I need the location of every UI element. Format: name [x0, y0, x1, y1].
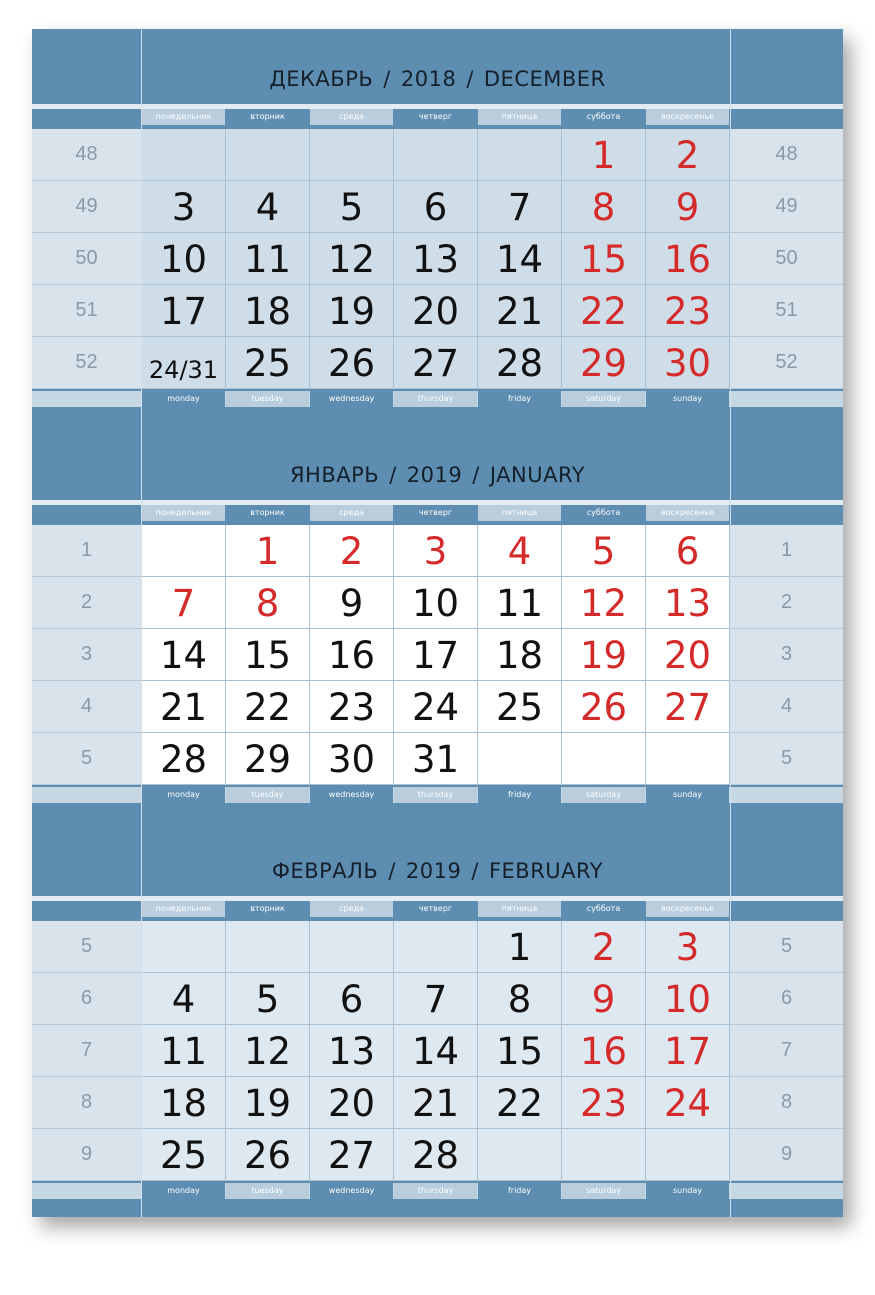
title-separator: /	[383, 67, 391, 91]
weekday-en-monday: monday	[142, 391, 225, 407]
weekday-ru-wednesday: среда	[310, 109, 393, 125]
weekday-ru-wednesday: среда	[310, 901, 393, 917]
day-cell: 23	[646, 285, 730, 337]
day-cell	[478, 1129, 562, 1181]
weekday-ru-monday: понедельник	[142, 505, 225, 521]
weekday-en-friday: friday	[478, 391, 561, 407]
day-cell: 16	[562, 1025, 646, 1077]
weekday-ru-monday: понедельник	[142, 901, 225, 917]
day-cell: 25	[226, 337, 310, 389]
weekday-header-ru	[32, 901, 843, 917]
week-number-right: 1	[730, 525, 843, 577]
day-cell: 17	[394, 629, 478, 681]
day-cell: 11	[478, 577, 562, 629]
day-cell: 6	[310, 973, 394, 1025]
day-cell	[478, 129, 562, 181]
weekday-en-tuesday: tuesday	[226, 391, 309, 407]
day-cell	[646, 1129, 730, 1181]
month-name-ru: ЯНВАРЬ	[289, 463, 380, 487]
day-cell: 21	[142, 681, 226, 733]
weekday-en-thursday: thursday	[394, 1183, 477, 1199]
weekday-ru-monday: понедельник	[142, 109, 225, 125]
day-cell: 11	[226, 233, 310, 285]
day-cell	[478, 733, 562, 785]
day-cell: 18	[142, 1077, 226, 1129]
day-cell: 20	[310, 1077, 394, 1129]
title-separator: /	[472, 463, 480, 487]
week-number-left: 5	[32, 921, 141, 973]
day-cell: 15	[562, 233, 646, 285]
week-number-right: 2	[730, 577, 843, 629]
day-cell: 20	[394, 285, 478, 337]
day-cell: 7	[394, 973, 478, 1025]
day-cell: 11	[142, 1025, 226, 1077]
weekday-en-sunday: sunday	[646, 391, 729, 407]
day-cell: 3	[394, 525, 478, 577]
weekday-en-wednesday: wednesday	[310, 1183, 393, 1199]
month-name-ru: ДЕКАБРЬ	[269, 67, 374, 91]
week-number-left: 2	[32, 577, 141, 629]
week-number-left: 8	[32, 1077, 141, 1129]
day-cell: 22	[562, 285, 646, 337]
day-cell: 4	[142, 973, 226, 1025]
day-cell: 15	[478, 1025, 562, 1077]
title-separator: /	[471, 859, 479, 883]
week-number-right: 9	[730, 1129, 843, 1181]
weekday-ru-saturday: суббота	[562, 505, 645, 521]
day-cell: 13	[310, 1025, 394, 1077]
weekday-footer-en	[32, 787, 843, 803]
day-number: 24/31	[148, 356, 219, 384]
day-cell	[142, 129, 226, 181]
week-number-right: 5	[730, 921, 843, 973]
week-number-right: 49	[730, 181, 843, 233]
month-grid	[32, 129, 843, 389]
day-cell: 27	[310, 1129, 394, 1181]
day-cell: 5	[310, 181, 394, 233]
weekday-ru-thursday: четверг	[394, 505, 477, 521]
day-cell: 26	[226, 1129, 310, 1181]
day-cell: 5	[562, 525, 646, 577]
day-cell: 19	[562, 629, 646, 681]
week-number-left: 9	[32, 1129, 141, 1181]
week-number-right: 5	[730, 733, 843, 785]
weekday-ru-saturday: суббота	[562, 109, 645, 125]
week-number-right: 50	[730, 233, 843, 285]
month-block	[32, 29, 843, 425]
week-number-right: 52	[730, 337, 843, 389]
week-number-left: 48	[32, 129, 141, 181]
day-cell: 22	[226, 681, 310, 733]
day-cell: 1	[478, 921, 562, 973]
week-number-right: 4	[730, 681, 843, 733]
day-cell	[310, 921, 394, 973]
day-cell: 19	[226, 1077, 310, 1129]
day-cell: 6	[646, 525, 730, 577]
day-cell: 7	[142, 577, 226, 629]
weekday-header-ru	[32, 505, 843, 521]
weekday-en-wednesday: wednesday	[310, 391, 393, 407]
title-separator: /	[389, 463, 397, 487]
column-divider	[141, 29, 142, 1217]
weekday-en-sunday: sunday	[646, 787, 729, 803]
day-cell: 25	[142, 1129, 226, 1181]
day-cell: 10	[394, 577, 478, 629]
day-cell: 1	[226, 525, 310, 577]
day-cell: 30	[646, 337, 730, 389]
title-separator: /	[388, 859, 396, 883]
day-cell: 26	[562, 681, 646, 733]
weekday-ru-thursday: четверг	[394, 109, 477, 125]
day-cell: 24	[394, 681, 478, 733]
day-cell: 4	[226, 181, 310, 233]
month-year: 2019	[406, 463, 463, 487]
weekday-ru-sunday: воскресенье	[646, 901, 729, 917]
week-number-right: 48	[730, 129, 843, 181]
weekday-en-saturday: saturday	[562, 391, 645, 407]
day-cell: 30	[310, 733, 394, 785]
day-cell: 10	[646, 973, 730, 1025]
week-number-left: 7	[32, 1025, 141, 1077]
wall-calendar	[32, 29, 843, 1217]
week-number-left: 52	[32, 337, 141, 389]
day-cell: 9	[562, 973, 646, 1025]
day-cell: 12	[562, 577, 646, 629]
week-number-right: 6	[730, 973, 843, 1025]
day-cell	[142, 921, 226, 973]
weekday-en-friday: friday	[478, 787, 561, 803]
day-cell: 16	[310, 629, 394, 681]
day-cell: 14	[394, 1025, 478, 1077]
day-cell: 13	[646, 577, 730, 629]
day-cell: 8	[478, 973, 562, 1025]
day-cell	[142, 525, 226, 577]
week-number-left: 3	[32, 629, 141, 681]
day-cell	[562, 733, 646, 785]
day-cell: 3	[646, 921, 730, 973]
weekday-en-saturday: saturday	[562, 1183, 645, 1199]
day-cell-combined	[142, 337, 226, 389]
day-cell: 14	[142, 629, 226, 681]
day-cell: 24	[646, 1077, 730, 1129]
day-cell	[226, 921, 310, 973]
day-cell: 18	[226, 285, 310, 337]
day-cell: 18	[478, 629, 562, 681]
day-cell: 2	[646, 129, 730, 181]
week-number-right: 51	[730, 285, 843, 337]
day-cell: 10	[142, 233, 226, 285]
weekday-ru-saturday: суббота	[562, 901, 645, 917]
day-cell: 8	[562, 181, 646, 233]
weekday-en-sunday: sunday	[646, 1183, 729, 1199]
weekday-en-thursday: thursday	[394, 391, 477, 407]
day-cell: 17	[142, 285, 226, 337]
weekday-en-saturday: saturday	[562, 787, 645, 803]
month-name-en: JANUARY	[489, 463, 586, 487]
weekday-ru-friday: пятница	[478, 109, 561, 125]
day-cell: 21	[394, 1077, 478, 1129]
weekday-en-thursday: thursday	[394, 787, 477, 803]
day-cell: 22	[478, 1077, 562, 1129]
day-cell: 31	[394, 733, 478, 785]
day-cell: 1	[562, 129, 646, 181]
month-header	[32, 821, 843, 896]
day-cell: 28	[142, 733, 226, 785]
weekday-ru-tuesday: вторник	[226, 505, 309, 521]
weekday-ru-thursday: четверг	[394, 901, 477, 917]
weekday-en-wednesday: wednesday	[310, 787, 393, 803]
day-cell: 12	[310, 233, 394, 285]
week-number-right: 8	[730, 1077, 843, 1129]
day-cell: 9	[310, 577, 394, 629]
week-number-right: 7	[730, 1025, 843, 1077]
month-block	[32, 821, 843, 1217]
day-cell	[226, 129, 310, 181]
weekday-footer-en	[32, 1183, 843, 1199]
week-number-left: 6	[32, 973, 141, 1025]
month-title	[142, 425, 733, 500]
month-year: 2018	[400, 67, 457, 91]
week-number-right: 3	[730, 629, 843, 681]
day-cell	[562, 1129, 646, 1181]
weekday-ru-friday: пятница	[478, 505, 561, 521]
day-cell: 19	[310, 285, 394, 337]
day-cell: 14	[478, 233, 562, 285]
day-cell: 15	[226, 629, 310, 681]
weekday-ru-sunday: воскресенье	[646, 109, 729, 125]
day-cell: 28	[394, 1129, 478, 1181]
day-cell: 2	[310, 525, 394, 577]
day-cell	[394, 129, 478, 181]
month-year: 2019	[405, 859, 462, 883]
weekday-header-ru	[32, 109, 843, 125]
week-number-left: 1	[32, 525, 141, 577]
month-block	[32, 425, 843, 821]
day-cell: 8	[226, 577, 310, 629]
day-cell: 23	[562, 1077, 646, 1129]
day-cell: 2	[562, 921, 646, 973]
day-cell	[394, 921, 478, 973]
day-cell: 9	[646, 181, 730, 233]
day-cell: 26	[310, 337, 394, 389]
weekday-en-tuesday: tuesday	[226, 1183, 309, 1199]
month-header	[32, 29, 843, 104]
weekday-ru-tuesday: вторник	[226, 901, 309, 917]
day-cell: 17	[646, 1025, 730, 1077]
day-cell: 28	[478, 337, 562, 389]
day-cell: 29	[226, 733, 310, 785]
day-cell	[646, 733, 730, 785]
day-cell: 16	[646, 233, 730, 285]
day-cell: 21	[478, 285, 562, 337]
day-cell: 12	[226, 1025, 310, 1077]
day-cell: 27	[646, 681, 730, 733]
weekday-ru-tuesday: вторник	[226, 109, 309, 125]
month-name-en: FEBRUARY	[488, 859, 604, 883]
title-separator: /	[466, 67, 474, 91]
month-grid	[32, 525, 843, 785]
day-cell: 27	[394, 337, 478, 389]
weekday-en-friday: friday	[478, 1183, 561, 1199]
day-cell: 25	[478, 681, 562, 733]
column-divider	[730, 29, 731, 1217]
week-number-left: 51	[32, 285, 141, 337]
week-number-left: 49	[32, 181, 141, 233]
weekday-ru-friday: пятница	[478, 901, 561, 917]
day-cell: 3	[142, 181, 226, 233]
day-cell: 13	[394, 233, 478, 285]
day-cell: 20	[646, 629, 730, 681]
weekday-en-monday: monday	[142, 1183, 225, 1199]
weekday-en-monday: monday	[142, 787, 225, 803]
month-name-ru: ФЕВРАЛЬ	[271, 859, 379, 883]
day-cell: 5	[226, 973, 310, 1025]
day-cell: 23	[310, 681, 394, 733]
month-grid	[32, 921, 843, 1181]
day-cell	[310, 129, 394, 181]
month-header	[32, 425, 843, 500]
weekday-ru-wednesday: среда	[310, 505, 393, 521]
month-name-en: DECEMBER	[483, 67, 606, 91]
day-cell: 7	[478, 181, 562, 233]
weekday-ru-sunday: воскресенье	[646, 505, 729, 521]
week-number-left: 5	[32, 733, 141, 785]
weekday-en-tuesday: tuesday	[226, 787, 309, 803]
week-number-left: 50	[32, 233, 141, 285]
month-title	[142, 29, 733, 104]
day-cell: 4	[478, 525, 562, 577]
day-cell: 29	[562, 337, 646, 389]
weekday-footer-en	[32, 391, 843, 407]
week-number-left: 4	[32, 681, 141, 733]
day-cell: 6	[394, 181, 478, 233]
month-title	[142, 821, 733, 896]
